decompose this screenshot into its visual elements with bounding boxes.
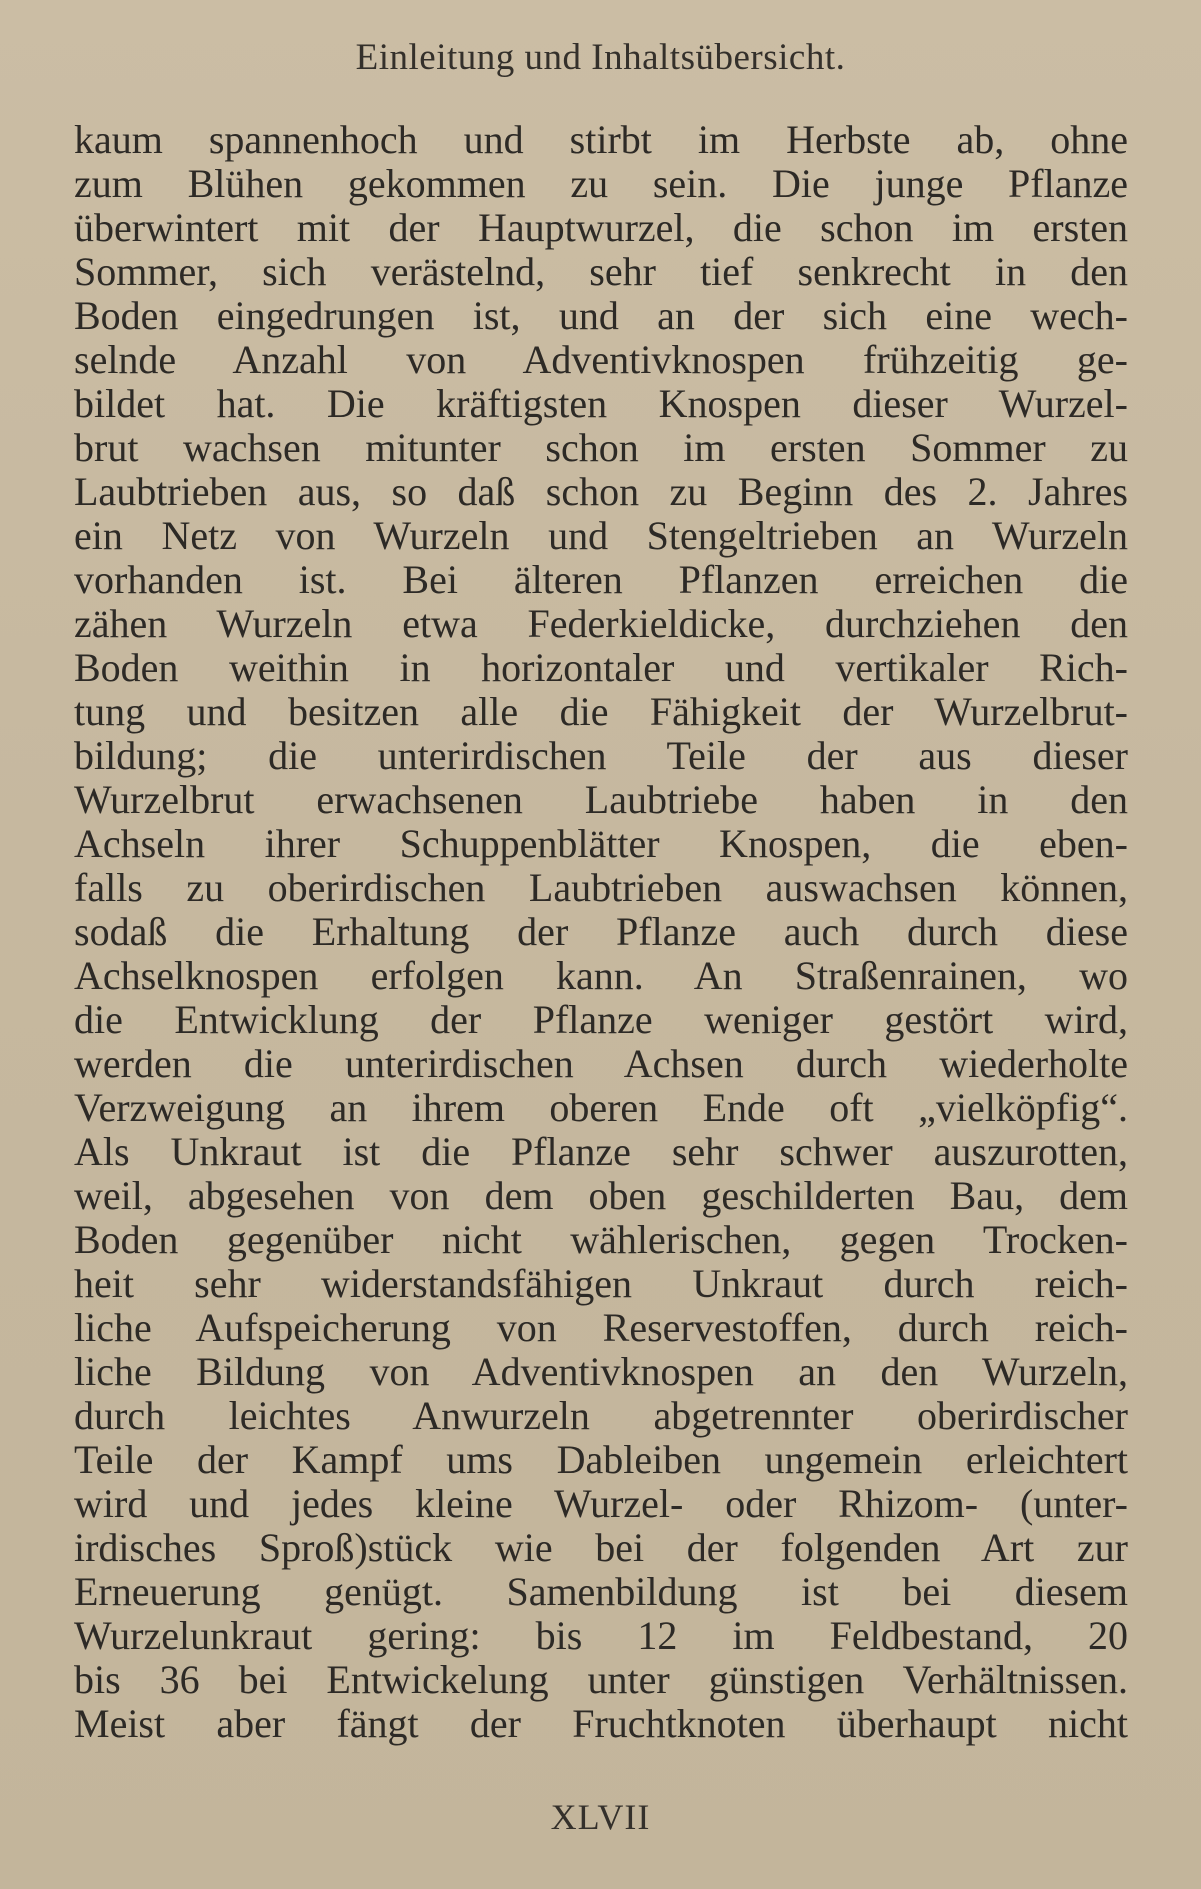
text-line: ein Netz von Wurzeln und Stengeltrieben an Wurzeln bbox=[74, 514, 1128, 558]
text-line: selnde Anzahl von Adventivknospen frühzeitig ge- bbox=[74, 338, 1128, 382]
text-line: Erneuerung genügt. Samenbildung ist bei diesem bbox=[74, 1570, 1128, 1614]
text-line: kaum spannenhoch und stirbt im Herbste ab, ohne bbox=[74, 118, 1128, 162]
text-line: heit sehr widerstandsfähigen Unkraut durch reich- bbox=[74, 1262, 1128, 1306]
text-line: Achseln ihrer Schuppenblätter Knospen, die eben- bbox=[74, 822, 1128, 866]
text-line: irdisches Sproß)stück wie bei der folgenden Art zur bbox=[74, 1526, 1128, 1570]
text-line: vorhanden ist. Bei älteren Pflanzen erreichen die bbox=[74, 558, 1128, 602]
page-number: XLVII bbox=[550, 1797, 651, 1837]
text-line: wird und jedes kleine Wurzel- oder Rhizom- (unter- bbox=[74, 1482, 1128, 1526]
text-line: die Entwicklung der Pflanze weniger gestört wird, bbox=[74, 998, 1128, 1042]
running-head: Einleitung und Inhaltsübersicht. bbox=[355, 37, 846, 78]
text-line: überwintert mit der Hauptwurzel, die schon im ersten bbox=[74, 206, 1128, 250]
text-line: Boden weithin in horizontaler und vertikaler Rich- bbox=[74, 646, 1128, 690]
text-line: bis 36 bei Entwickelung unter günstigen Verhältnissen. bbox=[74, 1658, 1128, 1702]
text-line: Boden eingedrungen ist, und an der sich eine wech- bbox=[74, 294, 1128, 338]
text-line: liche Bildung von Adventivknospen an den Wurzeln, bbox=[74, 1350, 1128, 1394]
text-line: Als Unkraut ist die Pflanze sehr schwer auszurotten, bbox=[74, 1130, 1128, 1174]
text-line: Teile der Kampf ums Dableiben ungemein erleichtert bbox=[74, 1438, 1128, 1482]
text-line: durch leichtes Anwurzeln abgetrennter oberirdischer bbox=[74, 1394, 1128, 1438]
text-line: Wurzelbrut erwachsenen Laubtriebe haben in den bbox=[74, 778, 1128, 822]
text-line: Boden gegenüber nicht wählerischen, gegen Trocken- bbox=[74, 1218, 1128, 1262]
text-line: bildung; die unterirdischen Teile der aus dieser bbox=[74, 734, 1128, 778]
text-line: zum Blühen gekommen zu sein. Die junge Pflanze bbox=[74, 162, 1128, 206]
body-text bbox=[74, 118, 1128, 1746]
text-line: Laubtrieben aus, so daß schon zu Beginn des 2. Jahres bbox=[74, 470, 1128, 514]
text-line: tung und besitzen alle die Fähigkeit der Wurzelbrut- bbox=[74, 690, 1128, 734]
text-line: bildet hat. Die kräftigsten Knospen dieser Wurzel- bbox=[74, 382, 1128, 426]
text-line: sodaß die Erhaltung der Pflanze auch durch diese bbox=[74, 910, 1128, 954]
text-line: Meist aber fängt der Fruchtknoten überhaupt nicht bbox=[74, 1702, 1128, 1746]
text-line: Achselknospen erfolgen kann. An Straßenrainen, wo bbox=[74, 954, 1128, 998]
text-line: werden die unterirdischen Achsen durch wiederholte bbox=[74, 1042, 1128, 1086]
text-line: Wurzelunkraut gering: bis 12 im Feldbestand, 20 bbox=[74, 1614, 1128, 1658]
text-line: brut wachsen mitunter schon im ersten Sommer zu bbox=[74, 426, 1128, 470]
text-line: Sommer, sich verästelnd, sehr tief senkrecht in den bbox=[74, 250, 1128, 294]
text-line: falls zu oberirdischen Laubtrieben auswachsen können, bbox=[74, 866, 1128, 910]
text-line: liche Aufspeicherung von Reservestoffen, durch reich- bbox=[74, 1306, 1128, 1350]
text-line: weil, abgesehen von dem oben geschilderten Bau, dem bbox=[74, 1174, 1128, 1218]
text-line: Verzweigung an ihrem oberen Ende oft „vielköpfig“. bbox=[74, 1086, 1128, 1130]
text-line: zähen Wurzeln etwa Federkieldicke, durchziehen den bbox=[74, 602, 1128, 646]
